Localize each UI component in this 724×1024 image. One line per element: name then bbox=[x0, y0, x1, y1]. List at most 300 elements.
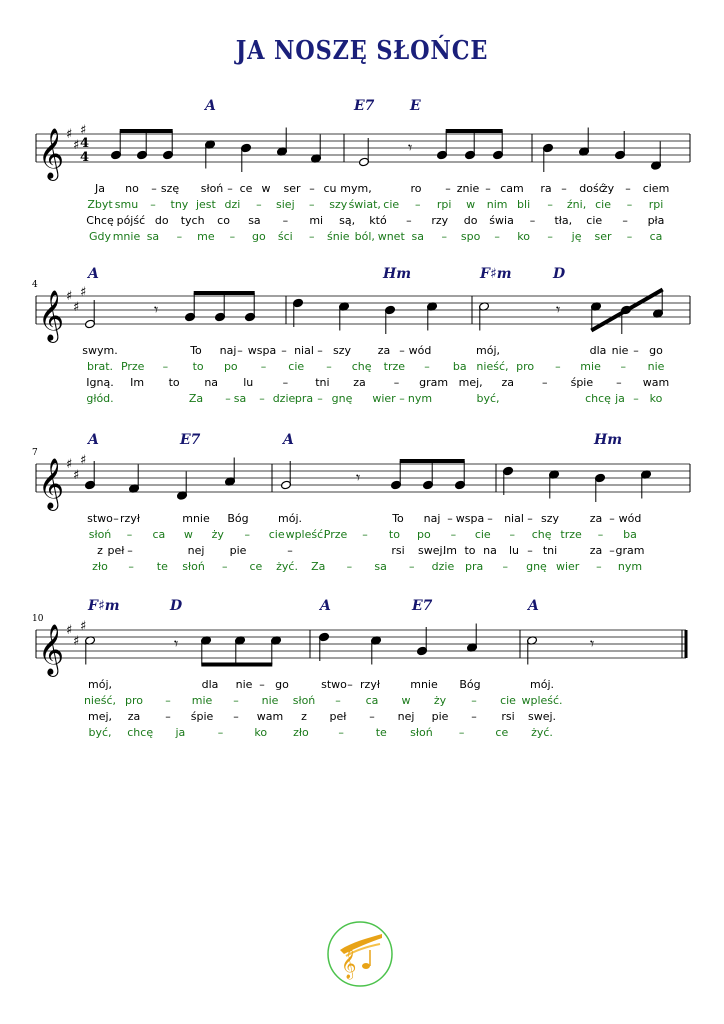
lyric-syllable: po bbox=[223, 360, 238, 373]
lyric-syllable: go bbox=[649, 344, 663, 357]
lyric-syllable: wspa bbox=[247, 344, 277, 357]
lyric-syllable: – bbox=[547, 198, 553, 211]
chord-symbol: Hm bbox=[383, 266, 412, 282]
lyric-syllable: – bbox=[399, 392, 405, 405]
lyric-syllable: – bbox=[445, 182, 451, 195]
lyric-syllable: dzie bbox=[431, 560, 455, 573]
lyric-syllable: za bbox=[589, 512, 603, 525]
lyric-syllable: słoń bbox=[292, 694, 316, 707]
lyric-syllable: wód bbox=[408, 344, 432, 357]
lyric-syllable: swym. bbox=[82, 344, 118, 357]
sharp-icon: ♯ bbox=[73, 468, 80, 483]
lyric-syllable: wnet bbox=[377, 230, 405, 243]
lyric-syllable: chę bbox=[531, 528, 552, 541]
chord-symbol: Hm bbox=[594, 432, 623, 448]
lyric-syllable: – bbox=[347, 678, 353, 691]
lyric-syllable: – bbox=[225, 392, 231, 405]
lyric-syllable: tny bbox=[170, 198, 189, 211]
lyric-syllable: pła bbox=[647, 214, 665, 227]
measure-number: 7 bbox=[32, 448, 38, 458]
lyric-syllable: – bbox=[282, 214, 289, 227]
lyric-syllable: nie bbox=[261, 694, 279, 707]
lyric-syllable: za bbox=[377, 344, 391, 357]
lyric-syllable: jest bbox=[195, 198, 216, 211]
lyric-syllable: me bbox=[197, 230, 215, 243]
lyric-syllable: dla bbox=[589, 344, 607, 357]
time-signature: 4 bbox=[80, 136, 90, 151]
lyric-syllable: cie bbox=[500, 694, 516, 707]
lyric-syllable: – bbox=[622, 214, 628, 227]
eighth-rest-icon: 𝄾 bbox=[556, 300, 561, 319]
lyric-syllable: – bbox=[126, 528, 133, 541]
lyric-syllable: cie bbox=[586, 214, 603, 227]
lyric-syllable: – bbox=[620, 360, 627, 373]
lyric-syllable: – bbox=[317, 344, 323, 357]
lyric-syllable: zło bbox=[293, 726, 309, 739]
lyric-syllable: ra bbox=[540, 182, 552, 195]
lyric-syllable: Igną. bbox=[86, 376, 114, 389]
lyric-syllable: wód bbox=[618, 512, 642, 525]
lyric-syllable: śpie bbox=[570, 376, 594, 389]
lyric-syllable: – bbox=[527, 512, 533, 525]
lyric-syllable: cie bbox=[288, 360, 305, 373]
lyric-syllable: – bbox=[165, 710, 171, 723]
lyric-syllable: – bbox=[260, 360, 267, 373]
lyric-syllable: tni bbox=[315, 376, 330, 389]
lyric-syllable: – bbox=[150, 198, 156, 211]
lyric-syllable: naj bbox=[219, 344, 237, 357]
lyric-syllable: – bbox=[281, 344, 287, 357]
lyric-syllable: ca bbox=[365, 694, 379, 707]
lyric-syllable: z bbox=[301, 710, 307, 723]
lyric-syllable: trze bbox=[383, 360, 406, 373]
eighth-rest-icon: 𝄾 bbox=[356, 468, 361, 487]
lyric-syllable: do bbox=[154, 214, 169, 227]
lyric-syllable: mój, bbox=[88, 678, 112, 691]
sharp-icon: ♯ bbox=[66, 289, 73, 304]
lyric-syllable: – bbox=[458, 726, 465, 739]
lyric-syllable: – bbox=[596, 560, 602, 573]
eighth-rest-icon: 𝄾 bbox=[154, 300, 159, 319]
lyric-syllable: – bbox=[217, 726, 224, 739]
lyric-syllable: wam bbox=[256, 710, 284, 723]
treble-clef-icon: 𝄞 bbox=[38, 128, 65, 179]
lyric-syllable: ca bbox=[649, 230, 663, 243]
lyric-syllable: – bbox=[471, 710, 477, 723]
lyric-syllable: Zbyt bbox=[87, 198, 113, 211]
lyric-syllable: – bbox=[221, 560, 228, 573]
lyric-syllable: pro bbox=[516, 360, 535, 373]
lyric-syllable: cie bbox=[268, 528, 285, 541]
treble-clef-icon: 𝄞 bbox=[38, 458, 65, 509]
sharp-icon: ♯ bbox=[66, 127, 73, 142]
lyric-syllable: – bbox=[309, 198, 315, 211]
lyric-syllable: znie bbox=[456, 182, 480, 195]
lyric-syllable: pie bbox=[229, 544, 247, 557]
lyric-syllable: – bbox=[555, 360, 561, 373]
lyric-syllable: mie bbox=[191, 694, 213, 707]
lyric-syllable: ca bbox=[152, 528, 166, 541]
lyric-syllable: Bóg bbox=[459, 678, 481, 691]
lyric-syllable: z bbox=[97, 544, 103, 557]
lyric-syllable: lu bbox=[508, 544, 520, 557]
lyric-syllable: sa bbox=[411, 230, 424, 243]
lyric-syllable: sa bbox=[146, 230, 160, 243]
lyric-syllable: – bbox=[399, 344, 405, 357]
lyric-syllable: dość bbox=[579, 182, 605, 195]
lyric-syllable: świa bbox=[489, 214, 514, 227]
lyric-syllable: ja bbox=[615, 392, 625, 405]
lyric-syllable: – bbox=[309, 182, 315, 195]
lyric-syllable: wspa bbox=[455, 512, 485, 525]
chord-symbol: D bbox=[170, 598, 183, 614]
sharp-icon: ♯ bbox=[66, 623, 73, 638]
lyric-syllable: – bbox=[338, 726, 344, 739]
lyric-syllable: – bbox=[244, 528, 250, 541]
lyric-syllable: – bbox=[259, 392, 265, 405]
lyric-syllable: nie bbox=[647, 360, 665, 373]
lyric-syllable: – bbox=[414, 198, 421, 211]
sharp-icon: ♯ bbox=[73, 634, 80, 649]
lyric-syllable: swej. bbox=[527, 710, 557, 723]
lyric-syllable: – bbox=[527, 544, 533, 557]
lyric-syllable: ści bbox=[277, 230, 293, 243]
lyric-syllable: – bbox=[165, 694, 171, 707]
lyric-syllable: lu bbox=[243, 376, 254, 389]
lyric-syllable: – bbox=[633, 344, 639, 357]
lyric-syllable: są, bbox=[339, 214, 356, 227]
lyric-syllable: – bbox=[393, 376, 400, 389]
lyric-syllable: – bbox=[609, 512, 615, 525]
lyric-syllable: rzył bbox=[360, 678, 380, 691]
lyric-syllable: – bbox=[259, 678, 265, 691]
lyric-syllable: w bbox=[466, 198, 476, 211]
lyric-syllable: chcę bbox=[127, 726, 154, 739]
lyric-syllable: mi bbox=[309, 214, 324, 227]
sharp-icon: ♯ bbox=[80, 619, 87, 634]
lyric-syllable: – bbox=[282, 376, 289, 389]
lyric-syllable: tła, bbox=[554, 214, 573, 227]
chord-symbol: E7 bbox=[412, 598, 433, 614]
lyric-syllable: Bóg bbox=[227, 512, 249, 525]
lyric-syllable: sa bbox=[374, 560, 387, 573]
chord-symbol: A bbox=[88, 432, 99, 448]
lyric-syllable: – bbox=[237, 344, 243, 357]
lyric-syllable: – bbox=[529, 214, 536, 227]
lyric-syllable: wier bbox=[372, 392, 396, 405]
staff-system bbox=[0, 104, 724, 184]
lyric-syllable: no bbox=[125, 182, 139, 195]
lyric-syllable: pro bbox=[125, 694, 143, 707]
sharp-icon: ♯ bbox=[80, 123, 87, 138]
sharp-icon: ♯ bbox=[73, 300, 80, 315]
lyric-syllable: smu bbox=[114, 198, 139, 211]
measure-number: 4 bbox=[32, 280, 38, 290]
lyric-syllable: mnie bbox=[112, 230, 141, 243]
svg-text:𝄞: 𝄞 bbox=[341, 949, 357, 979]
lyric-syllable: mnie bbox=[410, 678, 438, 691]
lyric-syllable: szy bbox=[540, 512, 560, 525]
lyric-syllable: słoń bbox=[200, 182, 224, 195]
lyric-syllable: ser bbox=[283, 182, 301, 195]
lyric-syllable: nim bbox=[486, 198, 508, 211]
lyric-syllable: cie bbox=[383, 198, 400, 211]
lyric-syllable: siej bbox=[276, 198, 295, 211]
lyric-syllable: ży bbox=[601, 182, 615, 195]
chord-symbol: A bbox=[528, 598, 539, 614]
lyric-syllable: być, bbox=[476, 392, 500, 405]
lyric-syllable: być, bbox=[88, 726, 112, 739]
lyric-syllable: go bbox=[251, 230, 266, 243]
lyric-syllable: rzy bbox=[431, 214, 449, 227]
lyric-syllable: – bbox=[441, 230, 447, 243]
lyric-syllable: nial bbox=[504, 512, 524, 525]
chord-symbol: D bbox=[553, 266, 566, 282]
lyric-syllable: mój. bbox=[278, 512, 302, 525]
music-note-logo-icon bbox=[326, 920, 394, 988]
lyric-syllable: Im bbox=[130, 376, 145, 389]
lyric-syllable: te bbox=[375, 726, 387, 739]
lyric-syllable: na bbox=[483, 544, 497, 557]
lyric-syllable: – bbox=[227, 182, 233, 195]
lyric-syllable: brat. bbox=[86, 360, 114, 373]
lyric-syllable: pra bbox=[464, 560, 484, 573]
treble-clef-icon: 𝄞 bbox=[38, 290, 65, 341]
lyric-syllable: – bbox=[309, 230, 315, 243]
lyric-syllable: za bbox=[353, 376, 366, 389]
lyric-syllable: chę bbox=[351, 360, 372, 373]
lyric-syllable: wpleść. bbox=[521, 694, 563, 707]
lyric-syllable: źni, bbox=[566, 198, 587, 211]
treble-clef-icon: 𝄞 bbox=[38, 624, 65, 675]
lyric-syllable: mój, bbox=[476, 344, 500, 357]
lyric-syllable: ba bbox=[452, 360, 467, 373]
lyric-syllable: – bbox=[609, 544, 615, 557]
lyric-syllable: żyć. bbox=[531, 726, 553, 739]
chord-symbol: F♯m bbox=[88, 598, 120, 614]
lyric-syllable: nieść, bbox=[476, 360, 509, 373]
lyric-syllable: – bbox=[502, 560, 509, 573]
lyric-syllable: – bbox=[494, 230, 500, 243]
sharp-icon: ♯ bbox=[66, 457, 73, 472]
lyric-syllable: ko bbox=[254, 726, 268, 739]
lyric-syllable: naj bbox=[423, 512, 441, 525]
lyric-syllable: – bbox=[447, 512, 453, 525]
lyric-syllable: w bbox=[261, 182, 271, 195]
lyric-syllable: chcę bbox=[585, 392, 611, 405]
lyric-syllable: peł bbox=[329, 710, 347, 723]
lyric-syllable: żyć. bbox=[276, 560, 298, 573]
chord-symbol: A bbox=[283, 432, 294, 448]
lyric-syllable: cu bbox=[323, 182, 337, 195]
lyric-syllable: – bbox=[346, 560, 353, 573]
lyric-syllable: co bbox=[217, 214, 230, 227]
chord-symbol: E7 bbox=[354, 98, 375, 114]
lyric-syllable: ciem bbox=[642, 182, 670, 195]
lyric-syllable: ży bbox=[211, 528, 224, 541]
lyric-syllable: ja bbox=[175, 726, 186, 739]
lyric-syllable: słoń bbox=[182, 560, 205, 573]
lyric-syllable: cie bbox=[595, 198, 611, 211]
sharp-icon: ♯ bbox=[80, 453, 87, 468]
lyric-syllable: – bbox=[424, 360, 430, 373]
lyric-syllable: szy bbox=[332, 344, 352, 357]
lyric-syllable: ba bbox=[623, 528, 637, 541]
lyric-syllable: bli bbox=[517, 198, 531, 211]
lyric-syllable: – bbox=[509, 528, 515, 541]
lyric-syllable: to bbox=[464, 544, 476, 557]
lyric-syllable: mej, bbox=[87, 710, 113, 723]
eighth-rest-icon: 𝄾 bbox=[174, 634, 179, 653]
lyric-syllable: za bbox=[501, 376, 514, 389]
lyric-syllable: głód. bbox=[86, 392, 114, 405]
lyric-syllable: nieść, bbox=[83, 694, 117, 707]
lyric-syllable: sa bbox=[248, 214, 261, 227]
lyric-syllable: do bbox=[463, 214, 478, 227]
lyric-syllable: mnie bbox=[182, 512, 210, 525]
lyric-syllable: – bbox=[369, 710, 375, 723]
lyric-syllable: peł bbox=[107, 544, 125, 557]
lyric-syllable: – bbox=[127, 544, 133, 557]
lyric-syllable: – bbox=[229, 230, 236, 243]
lyric-syllable: tni bbox=[542, 544, 558, 557]
lyric-syllable: nym bbox=[407, 392, 433, 405]
lyric-syllable: to bbox=[388, 528, 400, 541]
lyric-syllable: wpleść. bbox=[285, 528, 327, 541]
lyric-syllable: – bbox=[128, 560, 134, 573]
lyric-syllable: mej, bbox=[458, 376, 483, 389]
lyric-syllable: spo bbox=[460, 230, 481, 243]
chord-symbol: F♯m bbox=[480, 266, 512, 282]
lyric-syllable: ży bbox=[433, 694, 447, 707]
lyric-syllable: nial bbox=[294, 344, 314, 357]
lyric-syllable: ce bbox=[239, 182, 253, 195]
lyric-syllable: – bbox=[450, 528, 457, 541]
lyric-syllable: – bbox=[151, 182, 157, 195]
chord-symbol: E7 bbox=[180, 432, 201, 448]
lyric-syllable: sa bbox=[233, 392, 247, 405]
lyric-syllable: w bbox=[401, 694, 411, 707]
lyric-syllable: gnę bbox=[526, 560, 547, 573]
lyric-syllable: wam bbox=[642, 376, 670, 389]
lyric-syllable: Gdy bbox=[88, 230, 112, 243]
lyric-syllable: stwo bbox=[321, 678, 347, 691]
lyric-syllable: świat, bbox=[348, 198, 381, 211]
lyric-syllable: ser bbox=[594, 230, 612, 243]
lyric-syllable: po bbox=[417, 528, 431, 541]
lyric-syllable: dzi bbox=[224, 198, 241, 211]
song-title: JA NOSZĘ SŁOŃCE bbox=[235, 36, 489, 66]
lyric-syllable: Chcę bbox=[86, 214, 114, 227]
lyric-syllable: Im bbox=[443, 544, 457, 557]
lyric-syllable: ko bbox=[649, 392, 663, 405]
lyric-syllable: – bbox=[561, 182, 567, 195]
lyric-syllable: To bbox=[190, 344, 202, 357]
eighth-rest-icon: 𝄾 bbox=[590, 634, 595, 653]
lyric-syllable: nie bbox=[611, 344, 629, 357]
lyric-syllable: – bbox=[176, 230, 183, 243]
lyric-syllable: ból, bbox=[354, 230, 375, 243]
lyric-syllable: rsi bbox=[391, 544, 405, 557]
lyric-syllable: Ja bbox=[95, 182, 105, 195]
lyric-syllable: zło bbox=[92, 560, 108, 573]
lyric-syllable: gnę bbox=[331, 392, 353, 405]
lyric-syllable: wier bbox=[555, 560, 580, 573]
lyric-syllable: stwo bbox=[87, 512, 113, 525]
lyric-syllable: gram bbox=[615, 544, 645, 557]
lyric-syllable: to bbox=[168, 376, 180, 389]
lyric-syllable: szę bbox=[160, 182, 180, 195]
lyric-syllable: – bbox=[256, 198, 262, 211]
measure-number: 10 bbox=[32, 614, 44, 624]
lyric-syllable: trze bbox=[560, 528, 582, 541]
chord-symbol: E bbox=[410, 98, 421, 114]
lyric-syllable: – bbox=[542, 376, 548, 389]
lyric-syllable: – bbox=[233, 694, 239, 707]
lyric-syllable: To bbox=[392, 512, 404, 525]
lyric-syllable: nej bbox=[187, 544, 205, 557]
lyric-syllable: – bbox=[487, 512, 493, 525]
lyric-syllable: – bbox=[335, 694, 341, 707]
lyric-syllable: ję bbox=[571, 230, 582, 243]
lyric-syllable: szy bbox=[329, 198, 348, 211]
lyric-syllable: rzył bbox=[120, 512, 140, 525]
lyric-syllable: – bbox=[326, 360, 332, 373]
lyric-syllable: – bbox=[406, 214, 412, 227]
lyric-syllable: Prze bbox=[323, 528, 348, 541]
lyric-syllable: – bbox=[625, 182, 631, 195]
lyric-syllable: – bbox=[317, 392, 323, 405]
lyric-syllable: swej. bbox=[417, 544, 447, 557]
sharp-icon: ♯ bbox=[80, 285, 87, 300]
lyric-syllable: rsi bbox=[501, 710, 515, 723]
lyric-syllable: – bbox=[485, 182, 491, 195]
lyric-syllable: te bbox=[156, 560, 168, 573]
lyric-syllable: na bbox=[204, 376, 219, 389]
lyric-syllable: mie bbox=[580, 360, 601, 373]
lyric-syllable: mój. bbox=[530, 678, 554, 691]
lyric-syllable: to bbox=[192, 360, 204, 373]
lyric-syllable: za bbox=[127, 710, 141, 723]
eighth-rest-icon: 𝄾 bbox=[408, 138, 413, 157]
lyric-syllable: Za bbox=[188, 392, 204, 405]
lyric-syllable: Za bbox=[311, 560, 326, 573]
lyric-syllable: – bbox=[471, 694, 477, 707]
lyric-syllable: w bbox=[183, 528, 193, 541]
lyric-syllable: rpi bbox=[648, 198, 664, 211]
lyric-syllable: ro bbox=[410, 182, 422, 195]
lyric-syllable: go bbox=[275, 678, 289, 691]
lyric-syllable: – bbox=[287, 544, 293, 557]
lyric-syllable: – bbox=[113, 512, 119, 525]
lyric-syllable: pójść bbox=[116, 214, 146, 227]
lyric-syllable: – bbox=[626, 198, 633, 211]
lyric-syllable: pie bbox=[431, 710, 449, 723]
lyric-syllable: gram bbox=[419, 376, 449, 389]
lyric-syllable: za bbox=[589, 544, 603, 557]
lyric-syllable: nym bbox=[617, 560, 643, 573]
chord-symbol: A bbox=[205, 98, 216, 114]
lyric-syllable: ko bbox=[517, 230, 530, 243]
lyric-syllable: – bbox=[362, 528, 368, 541]
lyric-syllable: dzie bbox=[272, 392, 296, 405]
chord-symbol: A bbox=[320, 598, 331, 614]
lyric-syllable: cam bbox=[500, 182, 524, 195]
chord-symbol: A bbox=[88, 266, 99, 282]
lyric-syllable: słoń bbox=[410, 726, 433, 739]
lyric-syllable: nie bbox=[235, 678, 253, 691]
lyric-syllable: ce bbox=[249, 560, 263, 573]
